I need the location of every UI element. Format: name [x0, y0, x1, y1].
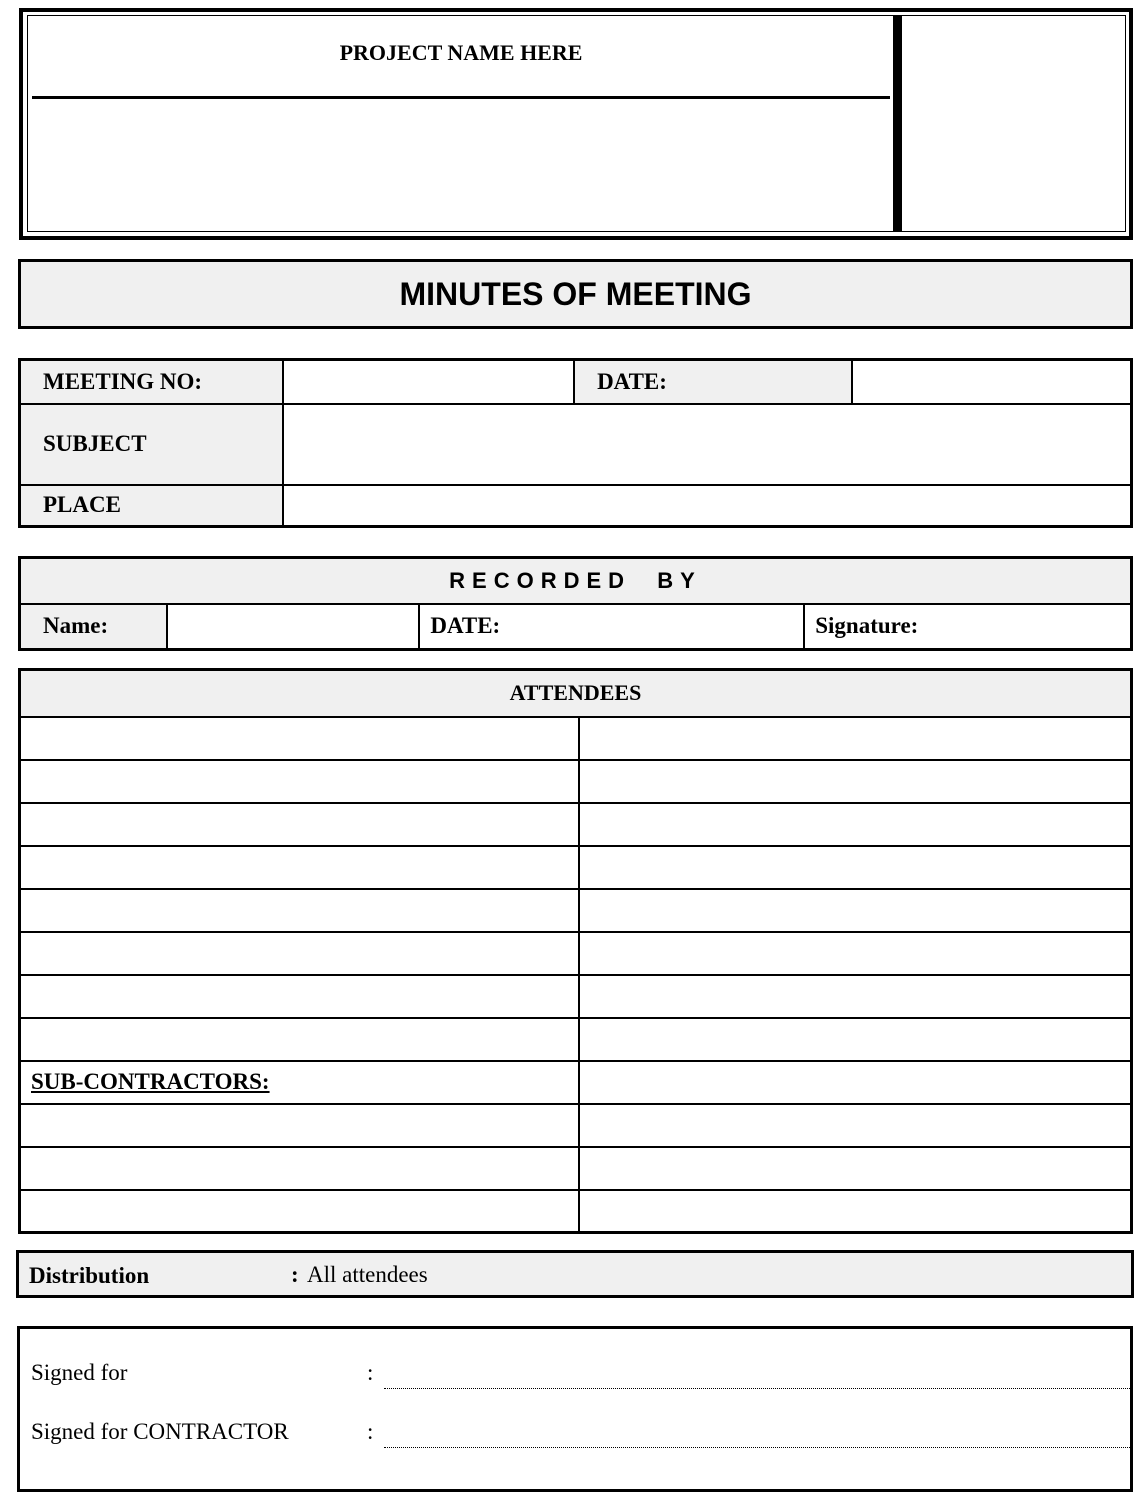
attendee-cell[interactable] — [579, 803, 1131, 846]
attendees-table — [18, 668, 1133, 1234]
subcontractor-cell[interactable] — [20, 1147, 580, 1190]
subcontractor-cell[interactable] — [579, 1104, 1131, 1147]
attendee-cell[interactable] — [579, 889, 1131, 932]
signed-for-label: Signed for — [31, 1360, 128, 1385]
attendees-heading: ATTENDEES — [20, 670, 1132, 717]
signed-for-contractor-label: Signed for CONTRACTOR — [31, 1419, 289, 1444]
signed-for-contractor-line[interactable] — [384, 1447, 1132, 1448]
attendee-cell[interactable] — [579, 975, 1131, 1018]
meeting-info-table — [18, 358, 1133, 528]
signed-for-line[interactable] — [384, 1388, 1132, 1389]
attendee-cell[interactable] — [579, 717, 1131, 760]
attendee-cell[interactable] — [20, 889, 580, 932]
signatures-box — [17, 1326, 1133, 1492]
subject-label: SUBJECT — [20, 404, 284, 485]
distribution-label: Distribution — [29, 1263, 150, 1288]
attendee-cell[interactable] — [579, 1061, 1131, 1104]
recorded-by-heading: RECORDED BY — [20, 558, 1132, 604]
attendee-cell[interactable] — [20, 803, 580, 846]
meeting-no-label: MEETING NO: — [20, 360, 284, 404]
attendee-cell[interactable] — [20, 846, 580, 889]
date-label: DATE: — [574, 360, 852, 404]
recorder-name-field[interactable] — [167, 604, 419, 650]
subcontractor-cell[interactable] — [20, 1104, 580, 1147]
distribution-colon: : — [291, 1262, 299, 1287]
subject-field[interactable] — [283, 404, 1131, 485]
distribution-value[interactable]: All attendees — [307, 1262, 428, 1287]
meeting-no-field[interactable] — [283, 360, 574, 404]
subcontractor-cell[interactable] — [579, 1147, 1131, 1190]
place-label: PLACE — [20, 485, 284, 527]
subcontractor-cell[interactable] — [20, 1190, 580, 1233]
subcontractors-label: SUB-CONTRACTORS: — [20, 1061, 580, 1104]
date-field[interactable] — [852, 360, 1131, 404]
signed-for-colon: : — [367, 1360, 374, 1385]
attendee-cell[interactable] — [579, 1018, 1131, 1061]
attendee-cell[interactable] — [579, 932, 1131, 975]
subcontractor-cell[interactable] — [579, 1190, 1131, 1233]
attendee-cell[interactable] — [20, 760, 580, 803]
attendee-cell[interactable] — [20, 717, 580, 760]
recorded-date-label[interactable]: DATE: — [419, 604, 804, 650]
recorder-name-label: Name: — [20, 604, 168, 650]
distribution-box — [16, 1250, 1134, 1298]
page-title: MINUTES OF MEETING — [399, 275, 752, 312]
recorded-by-table — [18, 556, 1133, 651]
title-banner — [18, 259, 1133, 329]
attendee-cell[interactable] — [579, 760, 1131, 803]
attendee-cell[interactable] — [20, 1018, 580, 1061]
attendee-cell[interactable] — [20, 975, 580, 1018]
project-name: PROJECT NAME HERE — [339, 40, 583, 65]
header-rule — [32, 96, 890, 99]
signed-for-contractor-colon: : — [367, 1419, 374, 1444]
attendee-cell[interactable] — [20, 932, 580, 975]
recorder-signature-label[interactable]: Signature: — [804, 604, 1131, 650]
attendee-cell[interactable] — [579, 846, 1131, 889]
header-divider — [893, 15, 902, 232]
place-field[interactable] — [283, 485, 1131, 527]
